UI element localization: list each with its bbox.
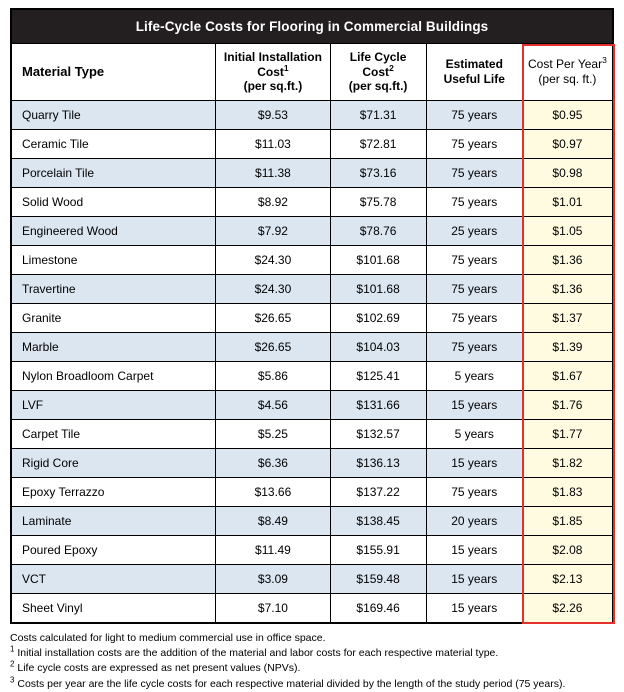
cell-cpy: $1.01 <box>522 187 612 216</box>
table-row <box>12 332 613 361</box>
cell-life: 15 years <box>426 593 522 622</box>
cell-install: $11.38 <box>216 158 330 187</box>
footnote-marker: 2 <box>389 62 394 73</box>
footnote-text: Initial installation costs are the addition of the material and labor costs for each respective material type. <box>17 647 499 660</box>
footnote-text: Life cycle costs are expressed as net present values (NPVs). <box>17 662 301 675</box>
cell-life: 75 years <box>426 303 522 332</box>
cell-cpy: $0.95 <box>522 100 612 129</box>
cell-install: $9.53 <box>216 100 330 129</box>
cell-material: Marble <box>12 332 216 361</box>
cell-cpy: $1.67 <box>522 361 612 390</box>
cell-cpy: $2.13 <box>522 564 612 593</box>
column-header-life <box>426 44 522 101</box>
column-header-lifecycle <box>330 44 426 101</box>
table-row <box>12 477 613 506</box>
cell-cpy: $2.08 <box>522 535 612 564</box>
column-header-label: Material Type <box>22 64 105 79</box>
cell-lifecycle: $131.66 <box>330 390 426 419</box>
footnote-line <box>10 661 614 676</box>
table-row <box>12 564 613 593</box>
cell-material: Laminate <box>12 506 216 535</box>
cell-material: LVF <box>12 390 216 419</box>
cell-material: Travertine <box>12 274 216 303</box>
cell-cpy: $0.97 <box>522 129 612 158</box>
table-row <box>12 274 613 303</box>
table-row <box>12 245 613 274</box>
cell-install: $6.36 <box>216 448 330 477</box>
footnote-line <box>10 646 614 661</box>
cell-life: 75 years <box>426 477 522 506</box>
cell-material: Poured Epoxy <box>12 535 216 564</box>
table-title: Life-Cycle Costs for Flooring in Commercial Buildings <box>12 10 613 44</box>
cell-material: Engineered Wood <box>12 216 216 245</box>
cell-install: $24.30 <box>216 274 330 303</box>
cell-lifecycle: $102.69 <box>330 303 426 332</box>
column-header-unit: (per sq.ft.) <box>243 79 303 94</box>
table-row <box>12 216 613 245</box>
table-row <box>12 361 613 390</box>
cell-life: 15 years <box>426 535 522 564</box>
column-header-material <box>12 44 216 101</box>
table-row <box>12 303 613 332</box>
footnote-marker: 3 <box>10 675 15 685</box>
cell-lifecycle: $104.03 <box>330 332 426 361</box>
cell-life: 75 years <box>426 332 522 361</box>
cell-life: 15 years <box>426 564 522 593</box>
cell-life: 75 years <box>426 245 522 274</box>
table-row <box>12 187 613 216</box>
column-header-label: Initial Installation Cost <box>223 50 322 79</box>
cell-lifecycle: $75.78 <box>330 187 426 216</box>
cell-material: Ceramic Tile <box>12 129 216 158</box>
cell-cpy: $1.36 <box>522 245 612 274</box>
cell-lifecycle: $101.68 <box>330 245 426 274</box>
cell-material: Sheet Vinyl <box>12 593 216 622</box>
life-cycle-cost-table <box>11 9 613 623</box>
table-row <box>12 158 613 187</box>
cell-material: Epoxy Terrazzo <box>12 477 216 506</box>
cell-life: 5 years <box>426 361 522 390</box>
cell-install: $26.65 <box>216 332 330 361</box>
cell-lifecycle: $159.48 <box>330 564 426 593</box>
table-row <box>12 100 613 129</box>
cell-material: Granite <box>12 303 216 332</box>
column-header-install <box>216 44 330 101</box>
cell-life: 25 years <box>426 216 522 245</box>
cell-install: $8.92 <box>216 187 330 216</box>
cell-install: $11.49 <box>216 535 330 564</box>
cell-lifecycle: $136.13 <box>330 448 426 477</box>
table-row <box>12 535 613 564</box>
cell-life: 75 years <box>426 129 522 158</box>
table-header-row <box>12 44 613 101</box>
column-header-cpy <box>522 44 612 101</box>
footnote-marker: 2 <box>10 659 15 669</box>
cell-lifecycle: $72.81 <box>330 129 426 158</box>
footnote-line <box>10 631 614 646</box>
cell-lifecycle: $78.76 <box>330 216 426 245</box>
footnote-marker: 1 <box>283 62 289 73</box>
cell-lifecycle: $73.16 <box>330 158 426 187</box>
table-row <box>12 390 613 419</box>
cell-cpy: $1.76 <box>522 390 612 419</box>
cell-lifecycle: $155.91 <box>330 535 426 564</box>
cell-cpy: $1.83 <box>522 477 612 506</box>
cell-life: 75 years <box>426 274 522 303</box>
cell-lifecycle: $125.41 <box>330 361 426 390</box>
column-header-label: Cost Per Year <box>528 57 603 72</box>
cell-lifecycle: $137.22 <box>330 477 426 506</box>
column-header-label: Life Cycle Cost <box>349 50 407 79</box>
cell-install: $8.49 <box>216 506 330 535</box>
cell-material: Rigid Core <box>12 448 216 477</box>
cell-life: 75 years <box>426 187 522 216</box>
cell-life: 15 years <box>426 448 522 477</box>
column-header-unit: (per sq.ft.) <box>348 79 408 94</box>
cell-lifecycle: $169.46 <box>330 593 426 622</box>
cell-life: 5 years <box>426 419 522 448</box>
column-header-label: Estimated Useful Life <box>443 57 505 86</box>
cell-install: $5.25 <box>216 419 330 448</box>
cell-material: VCT <box>12 564 216 593</box>
cell-install: $5.86 <box>216 361 330 390</box>
cell-cpy: $1.36 <box>522 274 612 303</box>
cell-cpy: $1.82 <box>522 448 612 477</box>
cell-cpy: $1.37 <box>522 303 612 332</box>
cell-material: Limestone <box>12 245 216 274</box>
cell-install: $7.10 <box>216 593 330 622</box>
table-row <box>12 506 613 535</box>
cell-install: $7.92 <box>216 216 330 245</box>
cell-cpy: $1.39 <box>522 332 612 361</box>
cell-material: Carpet Tile <box>12 419 216 448</box>
footnote-text: Costs calculated for light to medium commercial use in office space. <box>10 631 326 644</box>
cell-life: 15 years <box>426 390 522 419</box>
cell-cpy: $1.05 <box>522 216 612 245</box>
table-row <box>12 129 613 158</box>
table-title-row <box>12 10 613 44</box>
table-row <box>12 419 613 448</box>
cell-life: 75 years <box>426 100 522 129</box>
cell-lifecycle: $71.31 <box>330 100 426 129</box>
cell-life: 75 years <box>426 158 522 187</box>
cell-material: Solid Wood <box>12 187 216 216</box>
cell-install: $13.66 <box>216 477 330 506</box>
table-footnotes <box>10 631 614 692</box>
cell-material: Quarry Tile <box>12 100 216 129</box>
cell-lifecycle: $138.45 <box>330 506 426 535</box>
cell-life: 20 years <box>426 506 522 535</box>
column-header-unit: (per sq. ft.) <box>538 71 597 86</box>
cell-material: Nylon Broadloom Carpet <box>12 361 216 390</box>
cell-install: $4.56 <box>216 390 330 419</box>
cell-cpy: $1.85 <box>522 506 612 535</box>
cell-install: $11.03 <box>216 129 330 158</box>
footnote-marker: 3 <box>602 55 607 66</box>
table-row <box>12 593 613 622</box>
cell-lifecycle: $132.57 <box>330 419 426 448</box>
cell-install: $3.09 <box>216 564 330 593</box>
cell-install: $26.65 <box>216 303 330 332</box>
cell-material: Porcelain Tile <box>12 158 216 187</box>
life-cycle-cost-table-wrapper <box>10 8 614 624</box>
footnote-line <box>10 677 614 692</box>
cell-cpy: $0.98 <box>522 158 612 187</box>
footnote-marker: 1 <box>10 644 15 654</box>
footnote-text: Costs per year are the life cycle costs for each respective material divided by the length of the study period (75 years). <box>17 677 566 690</box>
table-row <box>12 448 613 477</box>
cell-lifecycle: $101.68 <box>330 274 426 303</box>
cell-cpy: $1.77 <box>522 419 612 448</box>
cell-cpy: $2.26 <box>522 593 612 622</box>
cell-install: $24.30 <box>216 245 330 274</box>
